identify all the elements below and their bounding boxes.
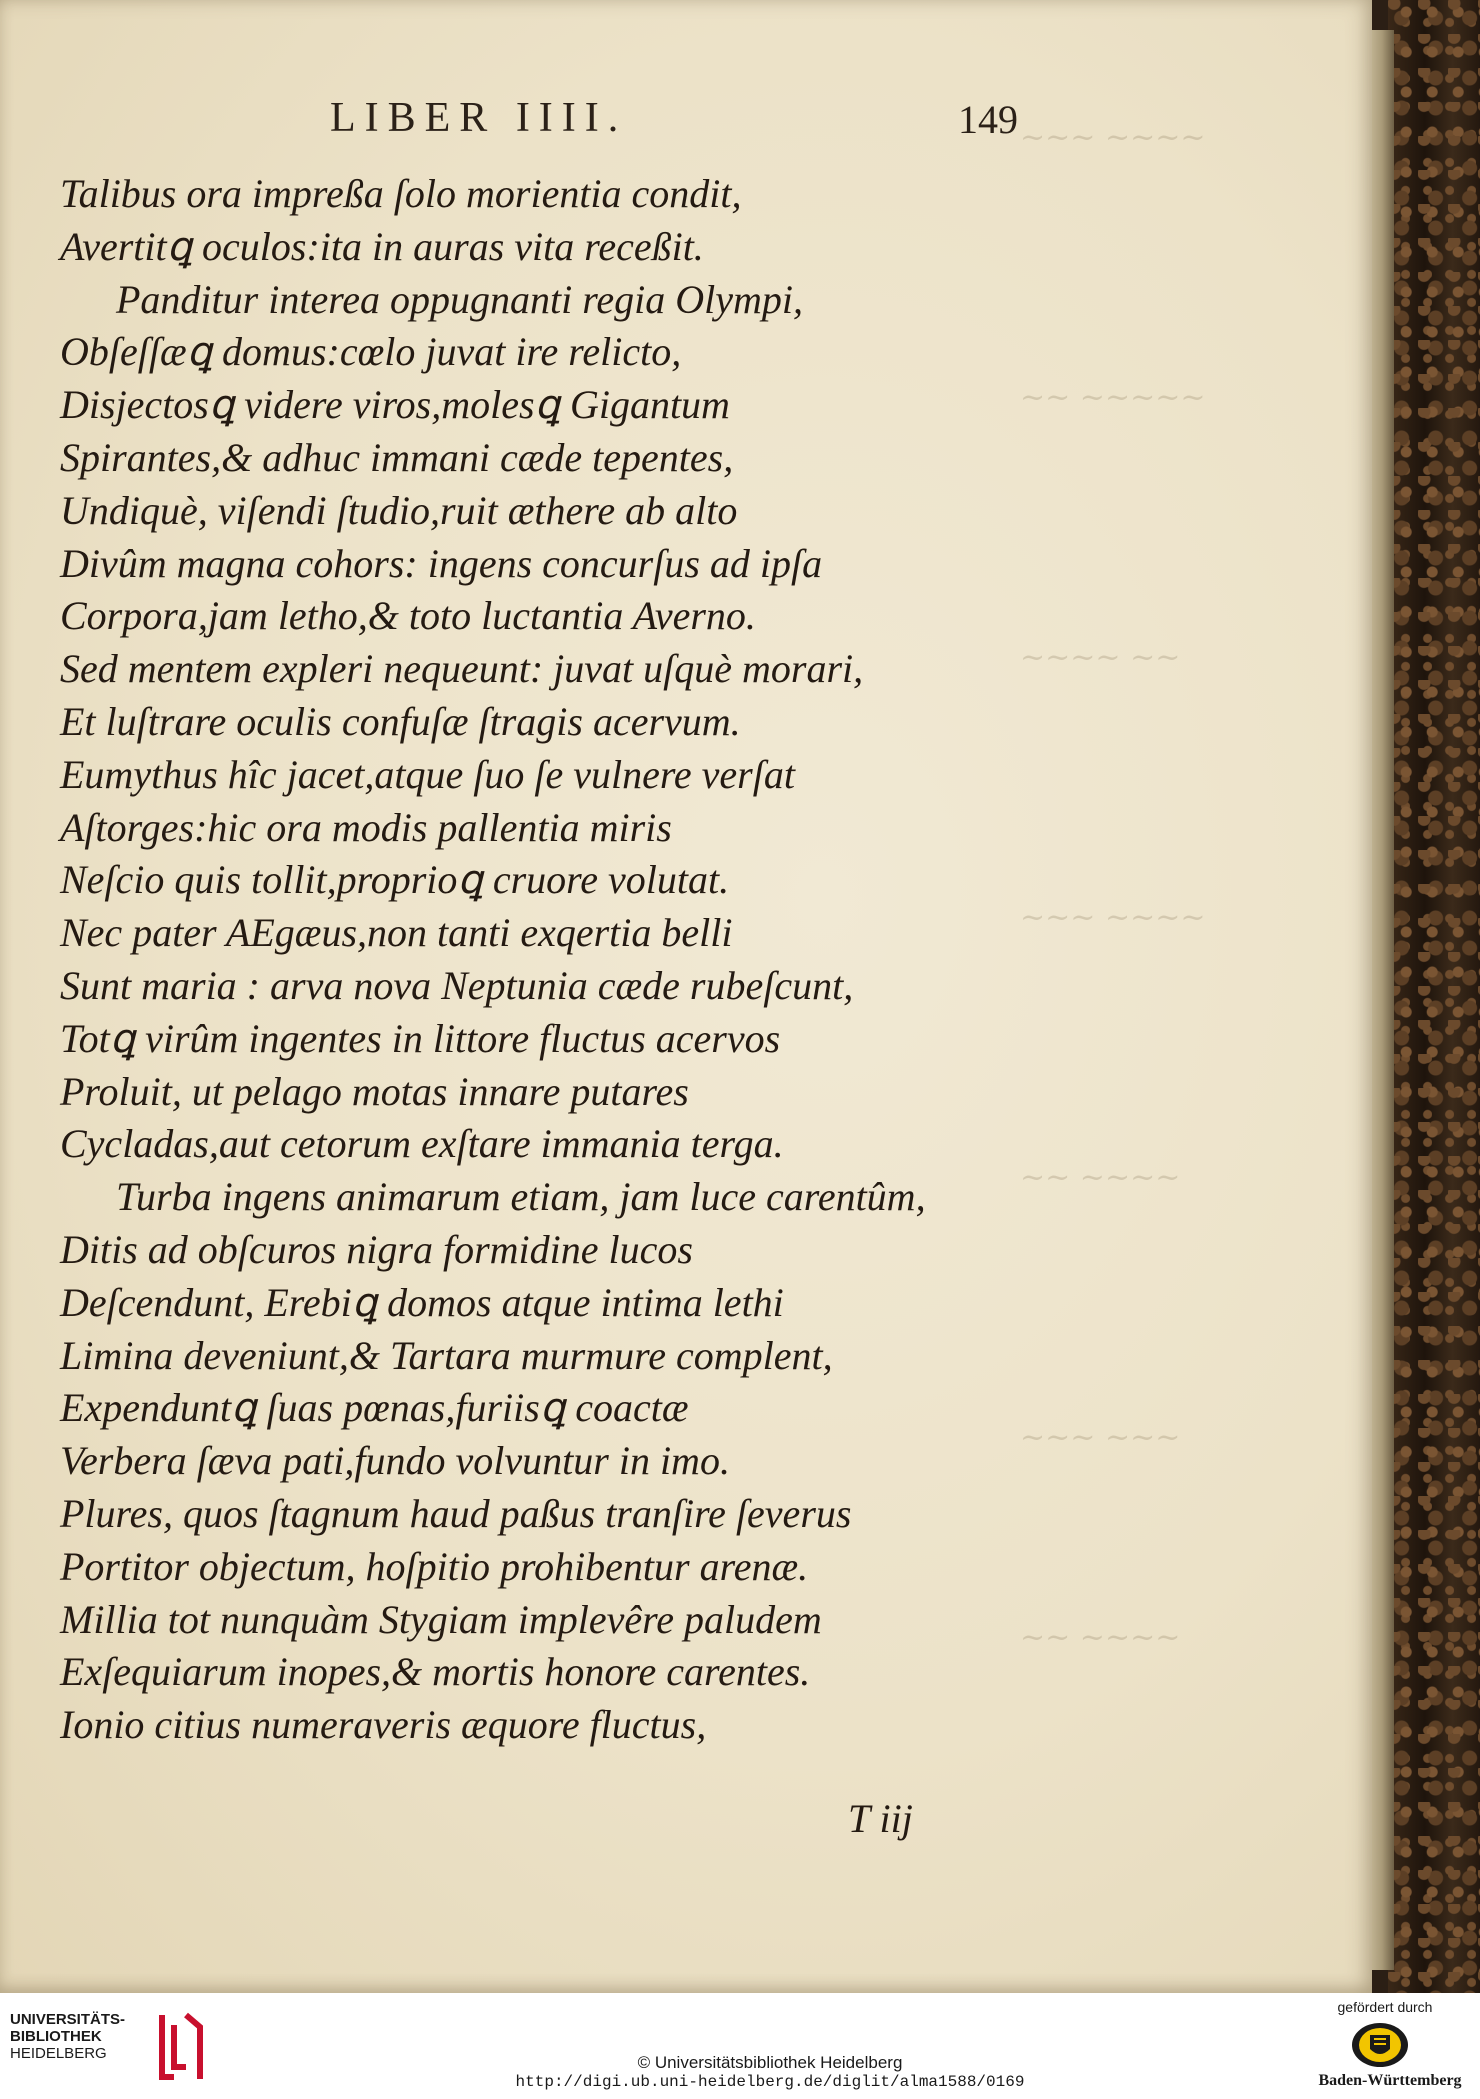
- verse-line: Avertitꝗ oculos:ita in auras vita receßit.: [60, 223, 704, 269]
- verse-line: Sed mentem expleri nequeunt: juvat uſquè morari,: [60, 646, 864, 692]
- verse-line: Portitor objectum, hoſpitio prohibentur arenæ.: [60, 1543, 809, 1589]
- verse-line: Verbera ſæva pati,fundo volvuntur in imo.: [60, 1438, 730, 1484]
- verse-line: Divûm magna cohors: ingens concurſus ad ipſa: [60, 540, 823, 586]
- show-through-ghost: ~~~ ~~~~: [1020, 120, 1206, 155]
- funder-name: Baden-Württemberg: [1318, 2072, 1462, 2089]
- verse-line: Turba ingens animarum etiam, jam luce carentûm,: [116, 1174, 926, 1220]
- page-number: 149: [958, 97, 1018, 142]
- verse-line: Obſeſſæꝗ domus:cœlo juvat ire relicto,: [60, 329, 682, 375]
- verse-line: Spirantes,& adhuc immani cæde tepentes,: [60, 434, 734, 480]
- verse-line: Totꝗ virûm ingentes in littore fluctus acervos: [60, 1015, 781, 1061]
- verse-line: Corpora,jam letho,& toto luctantia Averno.: [60, 593, 756, 639]
- verse-line: Cycladas,aut cetorum exſtare immania terga.: [60, 1121, 784, 1167]
- signature-mark: T iij: [848, 1796, 913, 1841]
- verse-line: Expenduntꝗ ſuas pœnas,furiisꝗ coactæ: [60, 1385, 689, 1431]
- verse-line: Neſcio quis tollit,proprioꝗ cruore volutat.: [60, 857, 730, 903]
- funder-label: gefördert durch: [1337, 1999, 1433, 2015]
- verse-line: Deſcendunt, Erebiꝗ domos atque intima lethi: [60, 1279, 784, 1325]
- show-through-ghost: ~~ ~~~~~: [1020, 380, 1206, 415]
- verse-line: Exſequiarum inopes,& mortis honore carentes.: [60, 1649, 811, 1695]
- verse-line: Aſtorges:hic ora modis pallentia miris: [60, 804, 672, 850]
- library-logo-text: UNIVERSITÄTS- BIBLIOTHEK HEIDELBERG: [10, 2011, 126, 2062]
- copyright-notice: © Universitätsbibliothek Heidelberg: [637, 2053, 903, 2072]
- show-through-ghost: ~~ ~~~~: [1020, 1160, 1181, 1195]
- verse-line: Proluit, ut pelago motas innare putares: [60, 1068, 689, 1114]
- show-through-ghost: ~~~~ ~~: [1020, 640, 1181, 675]
- page-url-link[interactable]: http://digi.ub.uni-heidelberg.de/diglit/alma1588/0169: [515, 2073, 1025, 2091]
- running-title: LIBER IIII.: [330, 95, 628, 141]
- verse-line: Panditur interea oppugnanti regia Olympi,: [116, 276, 803, 322]
- show-through-ghost: ~~~ ~~~~: [1020, 900, 1206, 935]
- verse-line: Ditis ad obſcuros nigra formidine lucos: [60, 1226, 693, 1272]
- library-emblem-icon: [152, 2007, 210, 2085]
- show-through-ghost: ~~~ ~~~: [1020, 1420, 1181, 1455]
- show-through-ghost: ~~ ~~~~: [1020, 1620, 1181, 1655]
- verse-line: Millia tot nunquàm Stygiam implevêre paludem: [60, 1596, 822, 1642]
- verse-line: Nec pater AEgæus,non tanti exqertia belli: [60, 910, 733, 956]
- verse-line: Limina deveniunt,& Tartara murmure complent,: [60, 1332, 833, 1378]
- verse-line: Disjectosꝗ videre viros,molesꝗ Gigantum: [60, 382, 730, 428]
- verse-line: Talibus ora impreßa ſolo morientia condit,: [60, 171, 742, 216]
- verse-text: [60, 168, 1060, 1752]
- verse-line: Undiquè, viſendi ſtudio,ruit æthere ab alto: [60, 487, 738, 533]
- footer: [0, 1993, 1480, 2099]
- verse-line: Plures, quos ſtagnum haud paßus tranſire ſeverus: [60, 1490, 852, 1536]
- verse-line: Et luſtrare oculis confuſæ ſtragis acervum.: [60, 698, 741, 744]
- verse-line: Eumythus hîc jacet,atque ſuo ſe vulnere verſat: [60, 751, 795, 797]
- university-library-logo[interactable]: [10, 2005, 215, 2087]
- marbled-cover-board: [1388, 0, 1480, 1993]
- verse-line: Ionio citius numeraveris æquore fluctus,: [60, 1702, 707, 1748]
- baden-wuerttemberg-crest-icon: [1350, 2021, 1410, 2069]
- verse-line: Sunt maria : arva nova Neptunia cæde rubeſcunt,: [60, 962, 854, 1008]
